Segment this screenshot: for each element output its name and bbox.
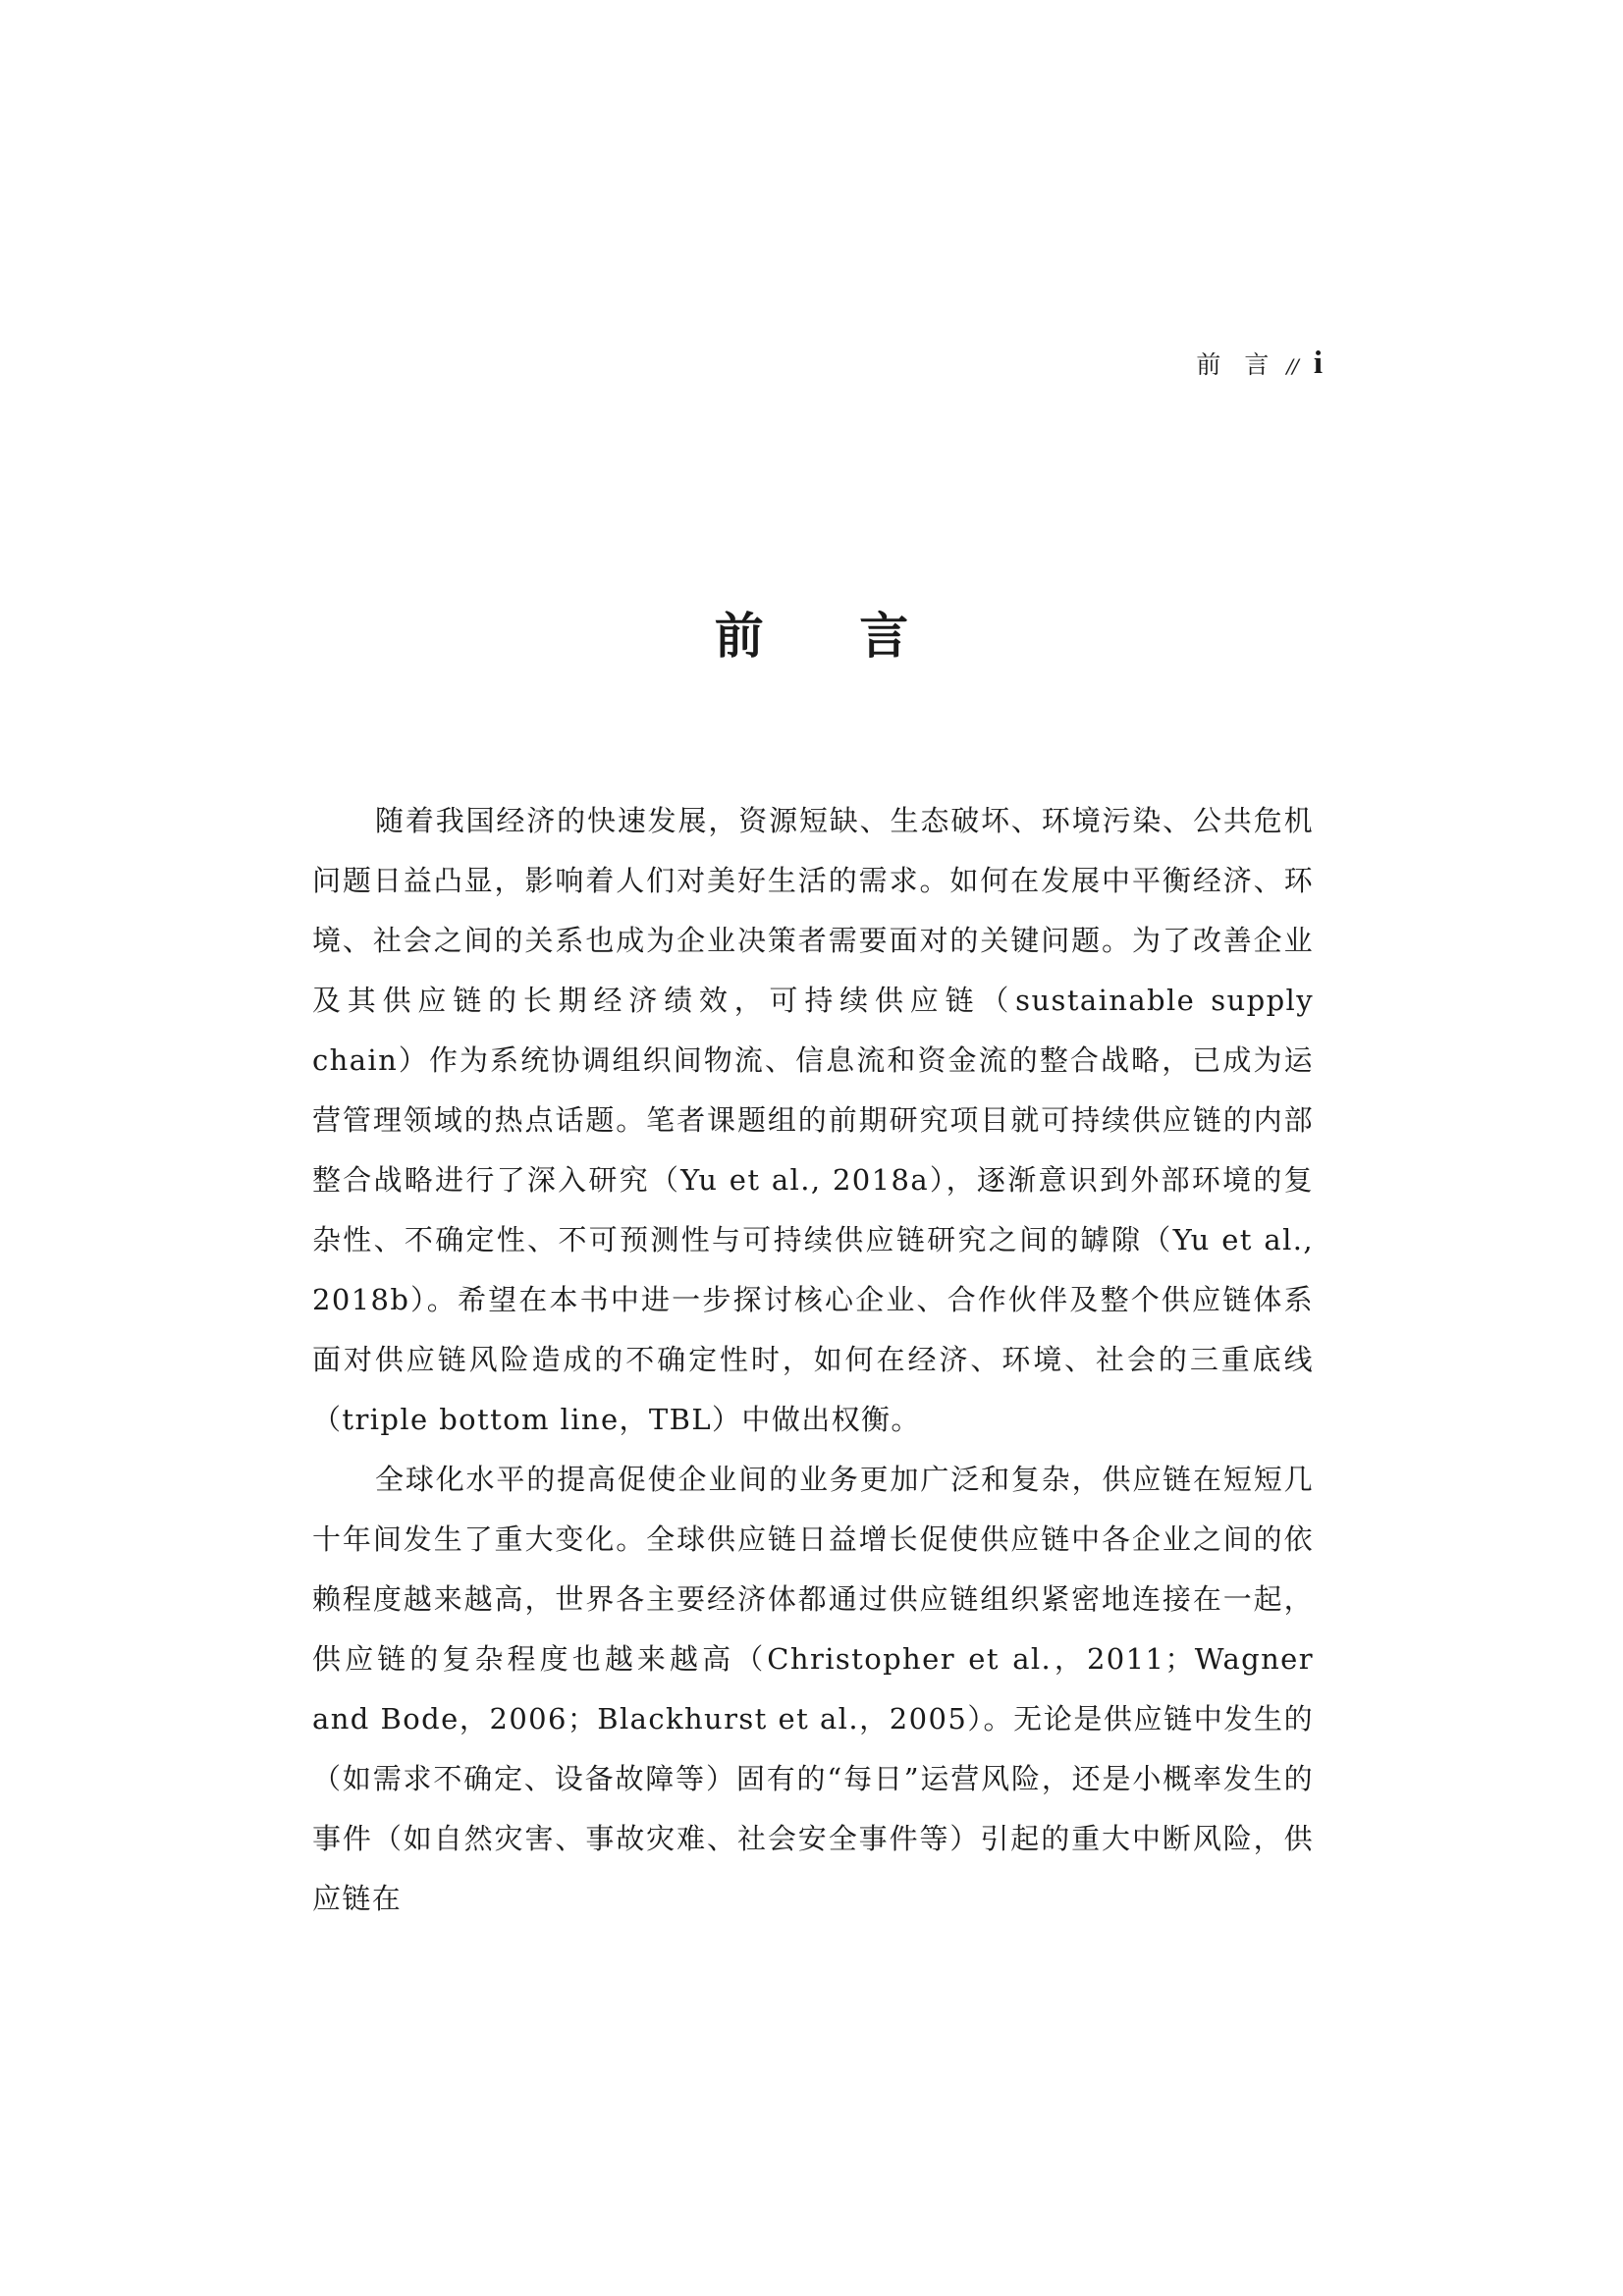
body-text [312,791,1314,1929]
page-number: i [1313,346,1323,381]
chapter-title: 前 言 [714,607,948,665]
paragraph: 全球化水平的提高促使企业间的业务更加广泛和复杂，供应链在短短几十年间发生了重大变化。全球供应链日益增长促使供应链中各企业之间的依赖程度越来越高，世界各主要经济体都通过供应链组织紧密地连接在一起，供应链的复杂程度也越来越高（Christopher et al.，2011；Wagner and Bode，2006；Blackhurst et al.，2005）。无论是供应链中发生的（如需求不确定、设备故障等）固有的“每日”运营风险，还是小概率发生的事件（如自然灾害、事故灾难、社会安全事件等）引起的重大中断风险，供应链在 [312,1463,1314,1915]
running-header-separator: // [1286,354,1298,378]
running-header [1196,346,1323,385]
paragraph: 随着我国经济的快速发展，资源短缺、生态破坏、环境污染、公共危机问题日益凸显，影响着人们对美好生活的需求。如何在发展中平衡经济、环境、社会之间的关系也成为企业决策者需要面对的关键问题。为了改善企业及其供应链的长期经济绩效，可持续供应链（sustainable supply chain）作为系统协调组织间物流、信息流和资金流的整合战略，已成为运营管理领域的热点话题。笔者课题组的前期研究项目就可持续供应链的内部整合战略进行了深入研究（Yu et al., 2018a），逐渐意识到外部环境的复杂性、不确定性、不可预测性与可持续供应链研究之间的罅隙（Yu et al., 2018b）。希望在本书中进一步探讨核心企业、合作伙伴及整个供应链体系面对供应链风险造成的不确定性时，如何在经济、环境、社会的三重底线（triple bottom line，TBL）中做出权衡。 [312,804,1314,1436]
running-header-section: 前 言 [1196,350,1277,379]
